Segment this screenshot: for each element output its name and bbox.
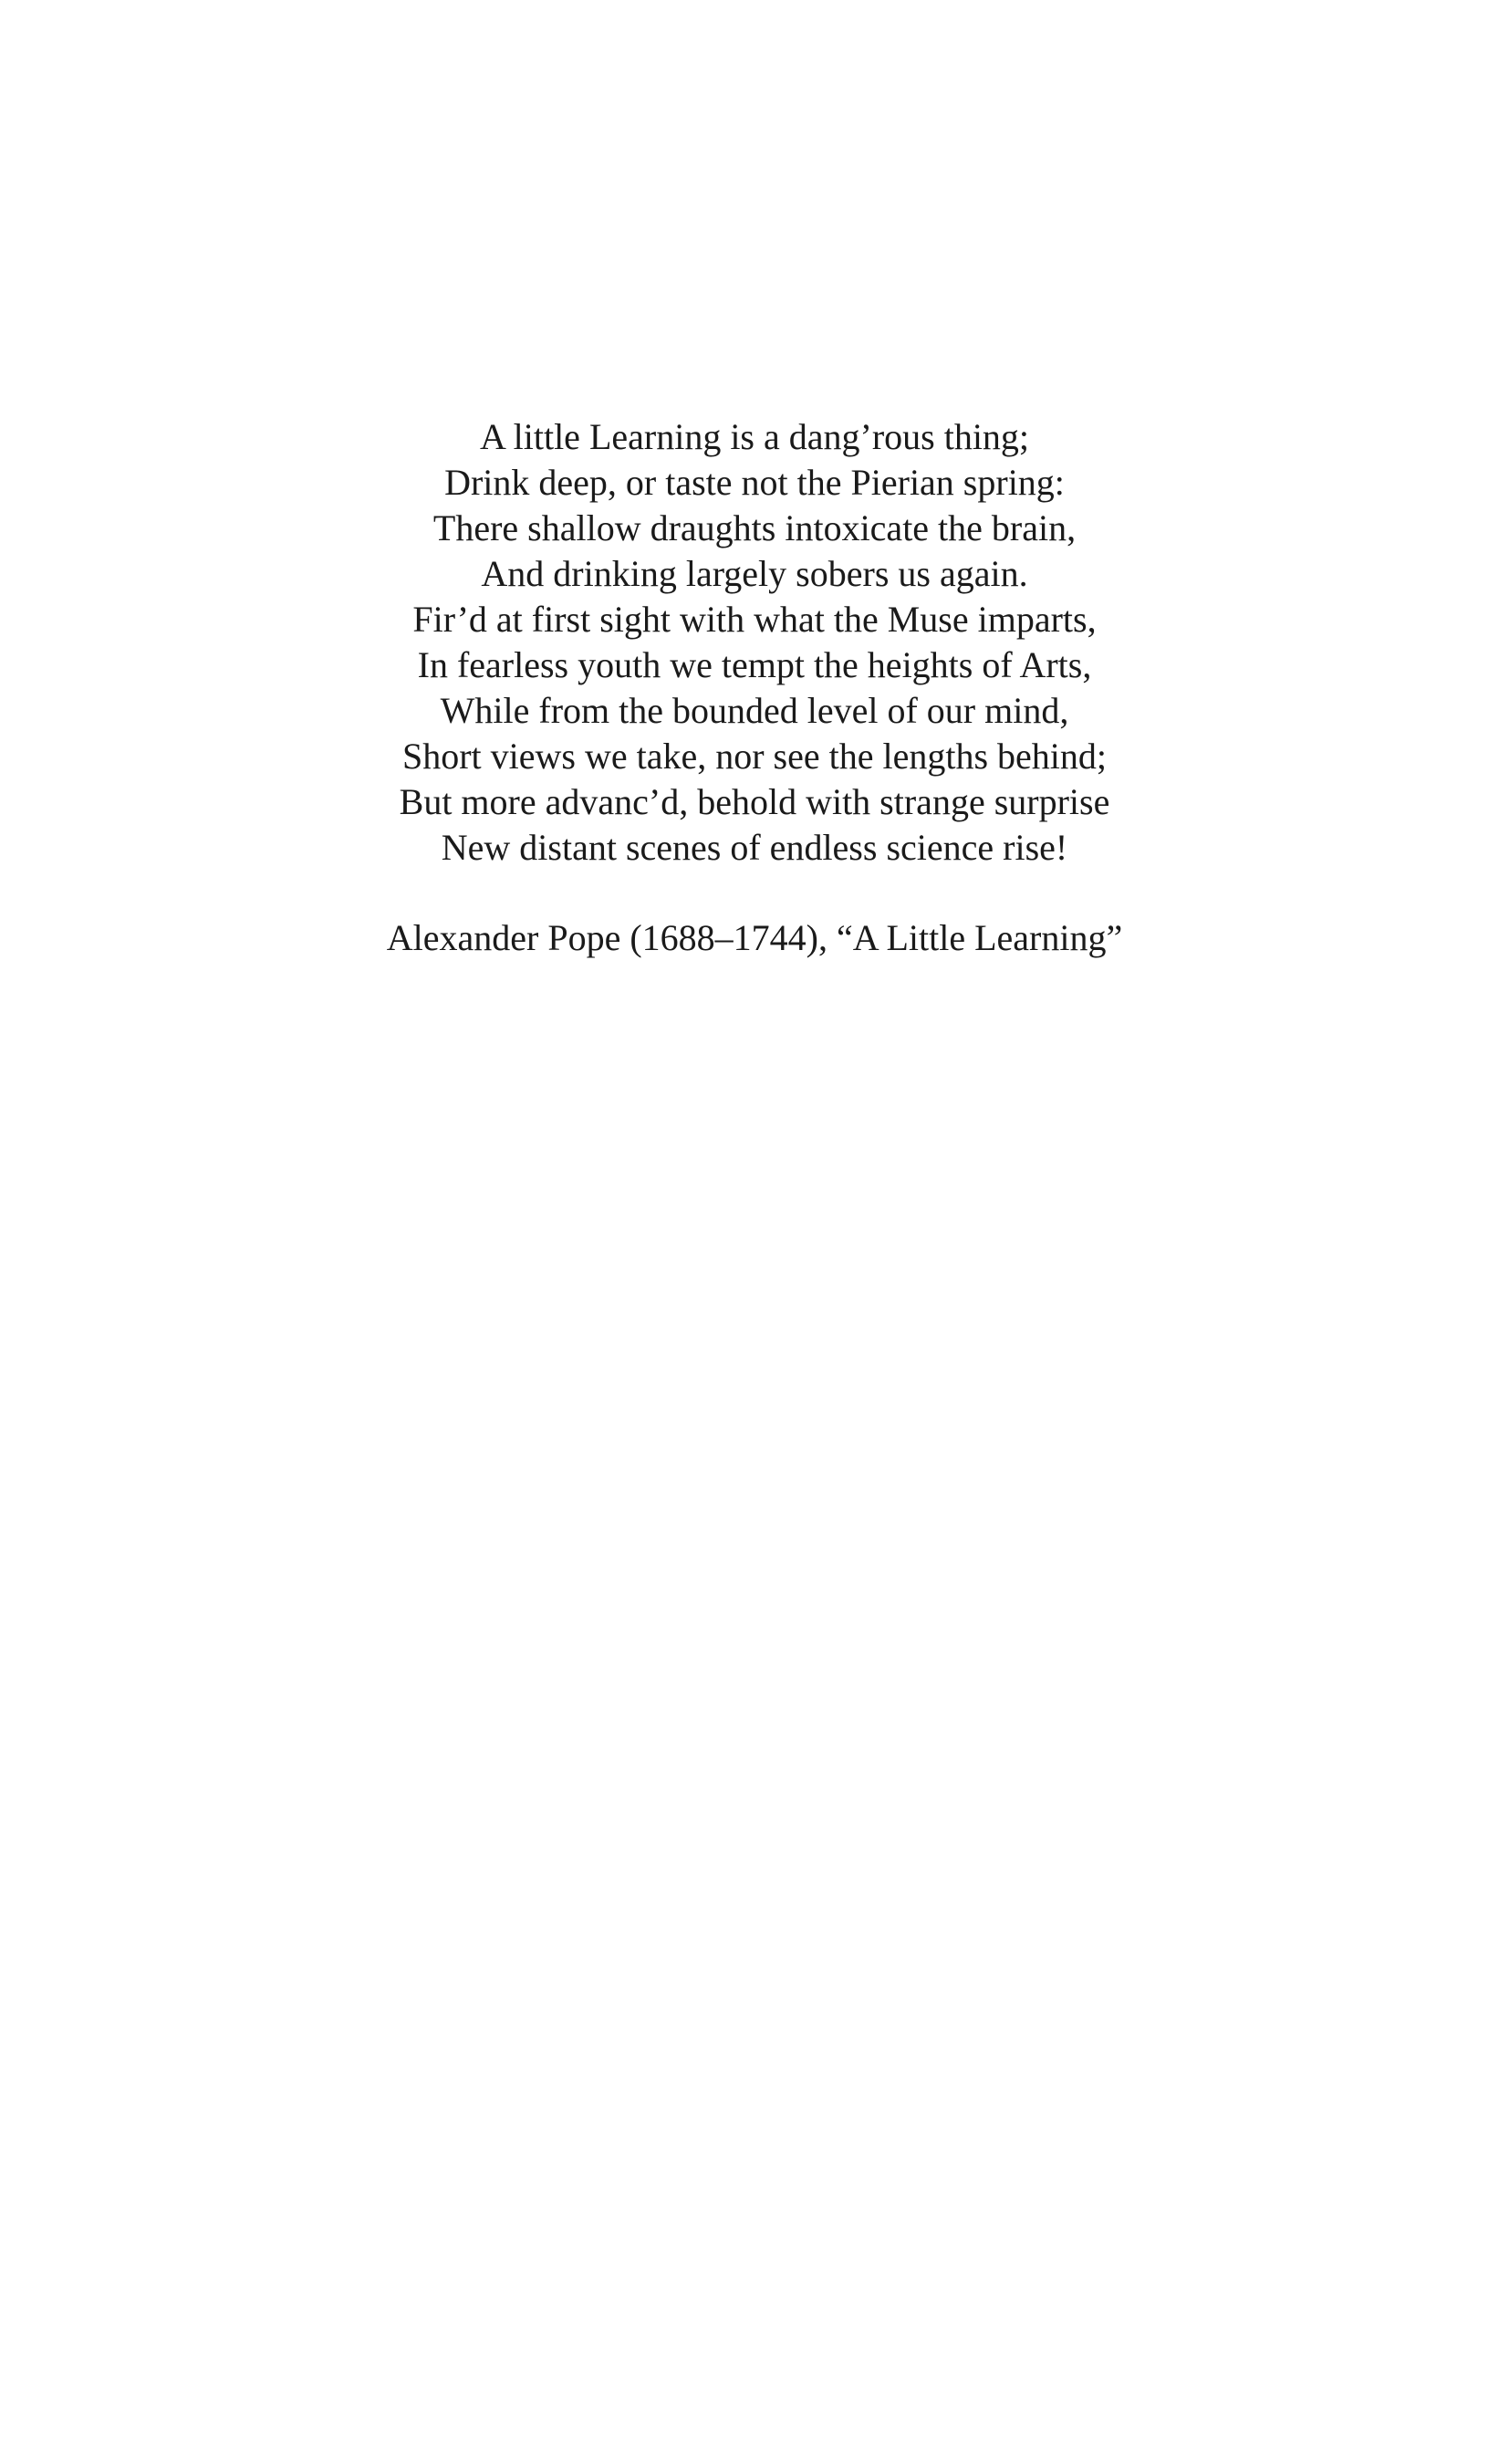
- poem-line: And drinking largely sobers us again.: [481, 553, 1028, 594]
- epigraph-poem: [0, 414, 1509, 961]
- poem-line: There shallow draughts intoxicate the brain,: [432, 507, 1077, 548]
- poem-line: Fir’d at first sight with what the Muse imparts,: [412, 599, 1097, 640]
- poem-line: New distant scenes of endless science rise!: [441, 827, 1068, 868]
- poem-line: While from the bounded level of our mind,: [440, 690, 1069, 731]
- poem-line: A little Learning is a dang’rous thing;: [479, 416, 1030, 457]
- poem-line: Drink deep, or taste not the Pierian spring:: [444, 462, 1065, 503]
- epigraph-attribution: Alexander Pope (1688–1744), “A Little Learning”: [386, 917, 1123, 958]
- poem-line: In fearless youth we tempt the heights of Arts,: [417, 644, 1092, 685]
- poem-line: Short views we take, nor see the lengths behind;: [401, 736, 1108, 777]
- poem-line: But more advanc’d, behold with strange surprise: [399, 781, 1110, 822]
